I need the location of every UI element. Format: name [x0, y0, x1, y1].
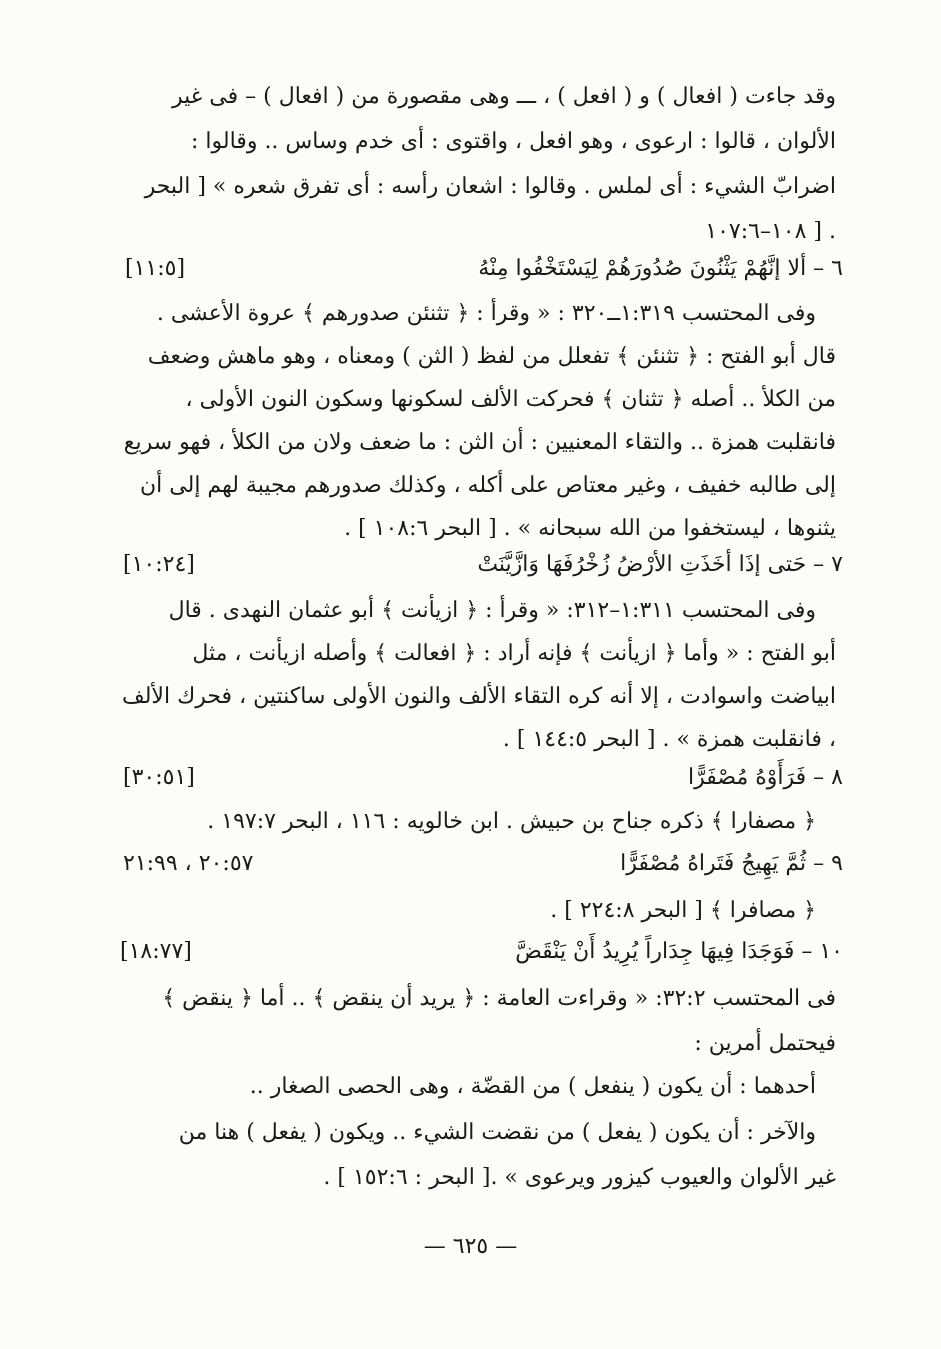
- text-line: وفى المحتسب ١:٣١٩ــ٣٢٠ : « وقرأ : ﴿ تثنئن صدورهم ﴾ عروة الأعشى .: [156, 301, 816, 326]
- text-line: الألوان ، قالوا : ارعوى ، وهو افعل ، واقتوى : أى خدم وساس .. وقالوا :: [191, 129, 836, 154]
- verse-reference: [١٠:٢٤]: [123, 552, 195, 577]
- text-line: ﴿ مصفارا ﴾ ذكره جناح بن حبيش . ابن خالويه : ١١٦ ، البحر ١٩٧:٧ .: [207, 809, 816, 834]
- text-line: فانقلبت همزة .. والتقاء المعنيين : أن الثن : ما ضعف ولان من الكلأ ، فهو سريع: [123, 430, 836, 455]
- text-line: من الكلأ .. أصله ﴿ تثنان ﴾ فحركت الألف لسكونها وسكون النون الأولى ،: [185, 387, 836, 412]
- verse-line: ١٠ – فَوَجَدَا فِيهَا جِدَاراً يُرِيدُ أَنْ يَنْقَضَّ: [515, 939, 843, 964]
- text-line: ، فانقلبت همزة » . [ البحر ١٤٤:٥ ] .: [502, 727, 836, 752]
- text-line: يثنوها ، ليستخفوا من الله سبحانه » . [ البحر ١٠٨:٦ ] .: [344, 516, 836, 541]
- text-line: وفى المحتسب ١:٣١١–٣١٢: « وقرأ : ﴿ ازيأنت ﴾ أبو عثمان النهدى . قال: [168, 598, 816, 623]
- text-line: إلى طالبه خفيف ، وغير معتاص على أكله ، وكذلك صدورهم مجيبة لهم إلى أن: [140, 473, 836, 498]
- text-line: أحدهما : أن يكون ( ينفعل ) من القضّة ، وهى الحصى الصغار ..: [249, 1074, 816, 1099]
- text-line: فيحتمل أمرين :: [694, 1031, 836, 1056]
- verse-line: ٨ – فَرَأَوْهُ مُصْفَرًّا: [688, 765, 843, 790]
- text-line: ﴿ مصافرا ﴾ [ البحر ٢٢٤:٨ ] .: [550, 898, 816, 923]
- verse-reference: [٣٠:٥١]: [123, 765, 195, 790]
- text-line: وقد جاءت ( افعال ) و ( افعل ) ، ـــ وهى مقصورة من ( افعال ) – فى غير: [172, 84, 836, 109]
- verse-reference: ٢٠:٥٧ ، ٢١:٩٩: [123, 851, 254, 876]
- verse-reference: [١١:٥]: [125, 256, 186, 281]
- text-line: . [ ١٠٨–١٠٧:٦: [705, 219, 836, 244]
- verse-line: ٧ – حَتى إذَا أخَذَتِ الأرْضُ زُخْرُفَهَا وَازَّيَّنَتْ: [477, 552, 843, 577]
- text-line: قال أبو الفتح : ﴿ تثنئن ﴾ تفعلل من لفظ ( الثن ) ومعناه ، وهو ماهش وضعف: [147, 344, 836, 369]
- page-number: — ٦٢٥ —: [423, 1234, 518, 1259]
- text-line: ابياضت واسوادت ، إلا أنه كره التقاء الألف والنون الأولى ساكنتين ، فحرك الألف: [121, 684, 836, 709]
- text-line: أبو الفتح : « وأما ﴿ ازيأنت ﴾ فإنه أراد : ﴿ افعالت ﴾ وأصله ازيأنت ، مثل: [192, 641, 836, 666]
- text-line: غير الألوان والعيوب كيزور ويرعوى » .[ البحر : ١٥٢:٦ ] .: [323, 1165, 836, 1190]
- text-line: اضرابّ الشيء : أى لملس . وقالوا : اشعان رأسه : أى تفرق شعره » [ البحر: [144, 174, 836, 199]
- verse-line: ٩ – ثُمَّ يَهِيجُ فَتَراهُ مُصْفَرًّا: [620, 851, 843, 876]
- text-line: فى المحتسب ٣٢:٢: « وقراءت العامة : ﴿ يريد أن ينقض ﴾ .. أما ﴿ ينقض ﴾: [162, 986, 836, 1011]
- text-line: والآخر : أن يكون ( يفعل ) من نقضت الشيء .. ويكون ( يفعل ) هنا من: [178, 1120, 816, 1145]
- verse-reference: [١٨:٧٧]: [120, 939, 192, 964]
- verse-line: ٦ – ألا إنَّهُمْ يَثْنُونَ صُدُورَهُمْ لِيَسْتَخْفُوا مِنْهُ: [478, 256, 843, 281]
